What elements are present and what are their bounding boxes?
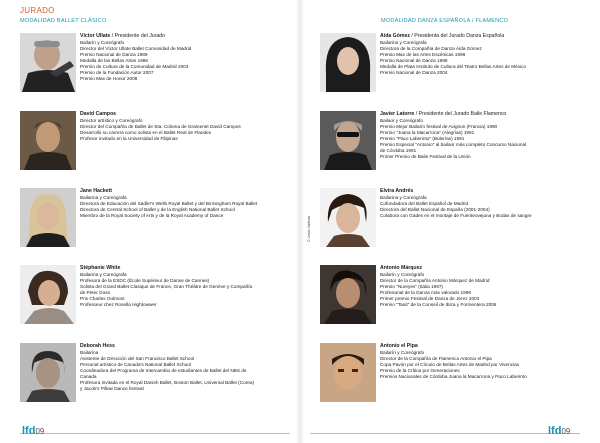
bio-line: Bailarín y Coreógrafo — [80, 39, 125, 45]
bio-line: y Jacob's Pillow Dance festival — [80, 386, 144, 392]
bio-line: Personal artístico de Canada's National Ballet School — [80, 361, 191, 367]
bio-line: Bailarina — [80, 349, 99, 355]
bio-line: Premio Especial "Antonio" al bailaor más completo Concurso Nacional — [380, 141, 527, 147]
bio-line: Premio Mejor Bailarín festival de Avignon (Francia) 1990 — [380, 123, 498, 129]
photo-credit: © Jesús Vallinas — [307, 215, 311, 242]
right-page — [300, 0, 600, 443]
jury-name: David Campos — [80, 111, 117, 117]
bio-line: Premio Nacional de Danza 1998 — [380, 57, 448, 63]
portrait-photo — [320, 111, 376, 170]
portrait-photo — [320, 188, 376, 247]
jury-name: Stéphanie White — [80, 265, 121, 271]
bio-line: Director artístico y Coreógrafo — [80, 117, 143, 123]
jury-name: Aída Gómez — [380, 33, 410, 39]
bio-line: Directora del Ballet Nacional de España (2001-2004) — [380, 206, 490, 212]
bio-line: Coordinadora del Programa de Intercambio de estudiantes de Ballet del NBS de — [80, 367, 247, 373]
portrait-photo — [320, 33, 376, 92]
bio-line: Miembro de la Royal Society of Arts y de la Royal Academy of Dance — [80, 212, 224, 218]
bio-line: Asistente de Dirección del San Francisco Ballet School — [80, 355, 195, 361]
bio-line: Canada — [80, 373, 97, 379]
portrait-photo — [20, 111, 76, 170]
section-title: JURADO — [20, 6, 55, 15]
portrait-photo — [20, 265, 76, 324]
footer-rule — [310, 433, 580, 434]
bio-line: Bailaor y Coreógrafo — [380, 117, 423, 123]
bio-line: Primer premio Festival de Danza de Jerez 2003 — [380, 295, 480, 301]
portrait-photo — [320, 265, 376, 324]
bio-line: Medalla de Plata Instituto de Cultura del Teatro Bellas Artes de México — [380, 63, 527, 69]
bio-line: de Córdoba 1991 — [380, 148, 417, 154]
portrait-photo — [20, 343, 76, 402]
jury-name: Antonio el Pipa — [380, 343, 418, 349]
bio-line: Directora de Central School of Ballet y de la English National Ballet School — [80, 206, 235, 212]
bio-line: Premio de la Crítica por Generaciones — [380, 367, 460, 373]
bio-line: Profesora invitada en el Royal Danish Ballet, Boston Ballet, Universal Ballet (Corea) — [80, 380, 255, 386]
bio-line: Premio de Cultura de la Comunidad de Madrid 2003 — [80, 63, 189, 69]
footer-rule — [20, 433, 290, 434]
bio-line: Prix Charles Oulmont — [80, 295, 125, 301]
bio-line: Director del Víctor Ullate Ballet Comunidad de Madrid — [80, 45, 192, 51]
bio-line: Bailarina y Coreógrafa — [80, 194, 127, 200]
bio-line: Bailarina y Coreógrafa — [380, 39, 427, 45]
bio-line: Premio Nacional de Danza 2004 — [380, 70, 448, 76]
jury-name: Javier Latorre — [380, 111, 415, 117]
jury-name: Víctor Ullate — [80, 33, 111, 39]
jury-role: / Presidenta del Jurado Danza Española — [409, 33, 505, 39]
bio-line: Premio "Nureyev" (Italia 1997) — [380, 283, 443, 289]
bio-line: Premios Nacionales de Córdoba Juana la Macarrona y Paco Laberinto — [380, 373, 527, 379]
bio-line: Premio "Tanit" de la Conseil de Ibiza y Formentera 2006 — [380, 302, 497, 308]
portrait-photo — [20, 188, 76, 247]
bio-line: Directora de la Compañía de Danza Aída Gómez — [380, 45, 482, 51]
modality-heading-ballet: MODALIDAD BALLET CLÁSICO — [20, 18, 107, 24]
bio-line: Desarrolló su carrera como solista en el Ballet Real de Flandes — [80, 129, 212, 135]
portrait-photo — [320, 343, 376, 402]
jury-role: / Presidente del Jurado Baile Flamenco — [414, 111, 507, 117]
modality-heading-spanish-dance: MODALIDAD DANZA ESPAÑOLA / FLAMENCO — [381, 18, 509, 24]
logo-main: lfd — [548, 425, 562, 437]
portrait-photo — [20, 33, 76, 92]
bio-line: Medalla de las Bellas Artes 1996 — [80, 57, 149, 63]
bio-line: Profesor invitado en la Universidad de Filipinas — [80, 135, 178, 141]
festival-logo-right — [548, 425, 570, 437]
bio-line: de Peter Goss — [80, 289, 110, 295]
bio-line: Profesora de la ESDC (École Supérieur de Danse de Cannes) — [80, 277, 210, 283]
bio-line: Profesional de la Danza más valorado 1998 — [380, 289, 471, 295]
logo-sub: 09 — [561, 427, 571, 436]
bio-line: Premio Nacional de Danza 1989 — [80, 51, 148, 57]
bio-line: Premio Max de Honor 2008 — [80, 76, 138, 82]
bio-line: Director del Compañía de Ballet de Sta. Coloma de Gramenet David Campos — [80, 123, 241, 129]
bio-line: Premio Max de las Artes Escénicas 1998 — [380, 51, 466, 57]
jury-name: Deborah Hess — [80, 343, 115, 349]
bio-line: Copa Pavón por el Círculo de Bellas Artes de Madrid por Vivencias — [380, 361, 520, 367]
jury-name: Jane Hackett — [80, 188, 113, 194]
bio-line: Bailarina y Coreógrafa — [380, 194, 427, 200]
bio-line: Directora de Educación del Sadler's Wells Royal Ballet y del Birmingham Royal Ballet — [80, 200, 258, 206]
bio-line: Premio de la Fundación Autor 2007 — [80, 70, 154, 76]
bio-line: Bailarín y Coreógrafo — [380, 349, 425, 355]
bio-line: Colabora con Gades en el montaje de Fuenteovejuna y Bodas de sangre — [380, 212, 532, 218]
bio-line: Cofundadora del Ballet Español de Madrid — [380, 200, 469, 206]
jury-name: Antonio Márquez — [380, 265, 423, 271]
bio-line: Bailarín y Coreógrafo — [380, 271, 425, 277]
bio-line: Premio "Paco Laberinto" (Bulerías) 1991 — [380, 135, 465, 141]
bio-line: Professeur chez Rosella Hightowwer — [80, 302, 157, 308]
logo-sub: 09 — [35, 427, 45, 436]
jury-name: Elvira Andrés — [380, 188, 414, 194]
bio-line: Bailarina y Coreógrafa — [80, 271, 127, 277]
festival-logo-left — [22, 425, 44, 437]
bio-line: Director de la Compañía de Flamenco Antonio el Pipa — [380, 355, 492, 361]
bio-line: Director de la Compañía Antonio Márquez de Madrid — [380, 277, 490, 283]
bio-line: Primer Premio de Baile Festival de la Unión — [380, 154, 471, 160]
bio-line: Solista del Grand Ballet Clasique de France, Gran Théâtre de Genève y Compañía — [80, 283, 253, 289]
logo-main: lfd — [22, 425, 36, 437]
bio-line: Premio "Juana la Macarrona" (Alegrías) 1991 — [380, 129, 475, 135]
jury-role: / Presidente del Jurado — [110, 33, 166, 39]
